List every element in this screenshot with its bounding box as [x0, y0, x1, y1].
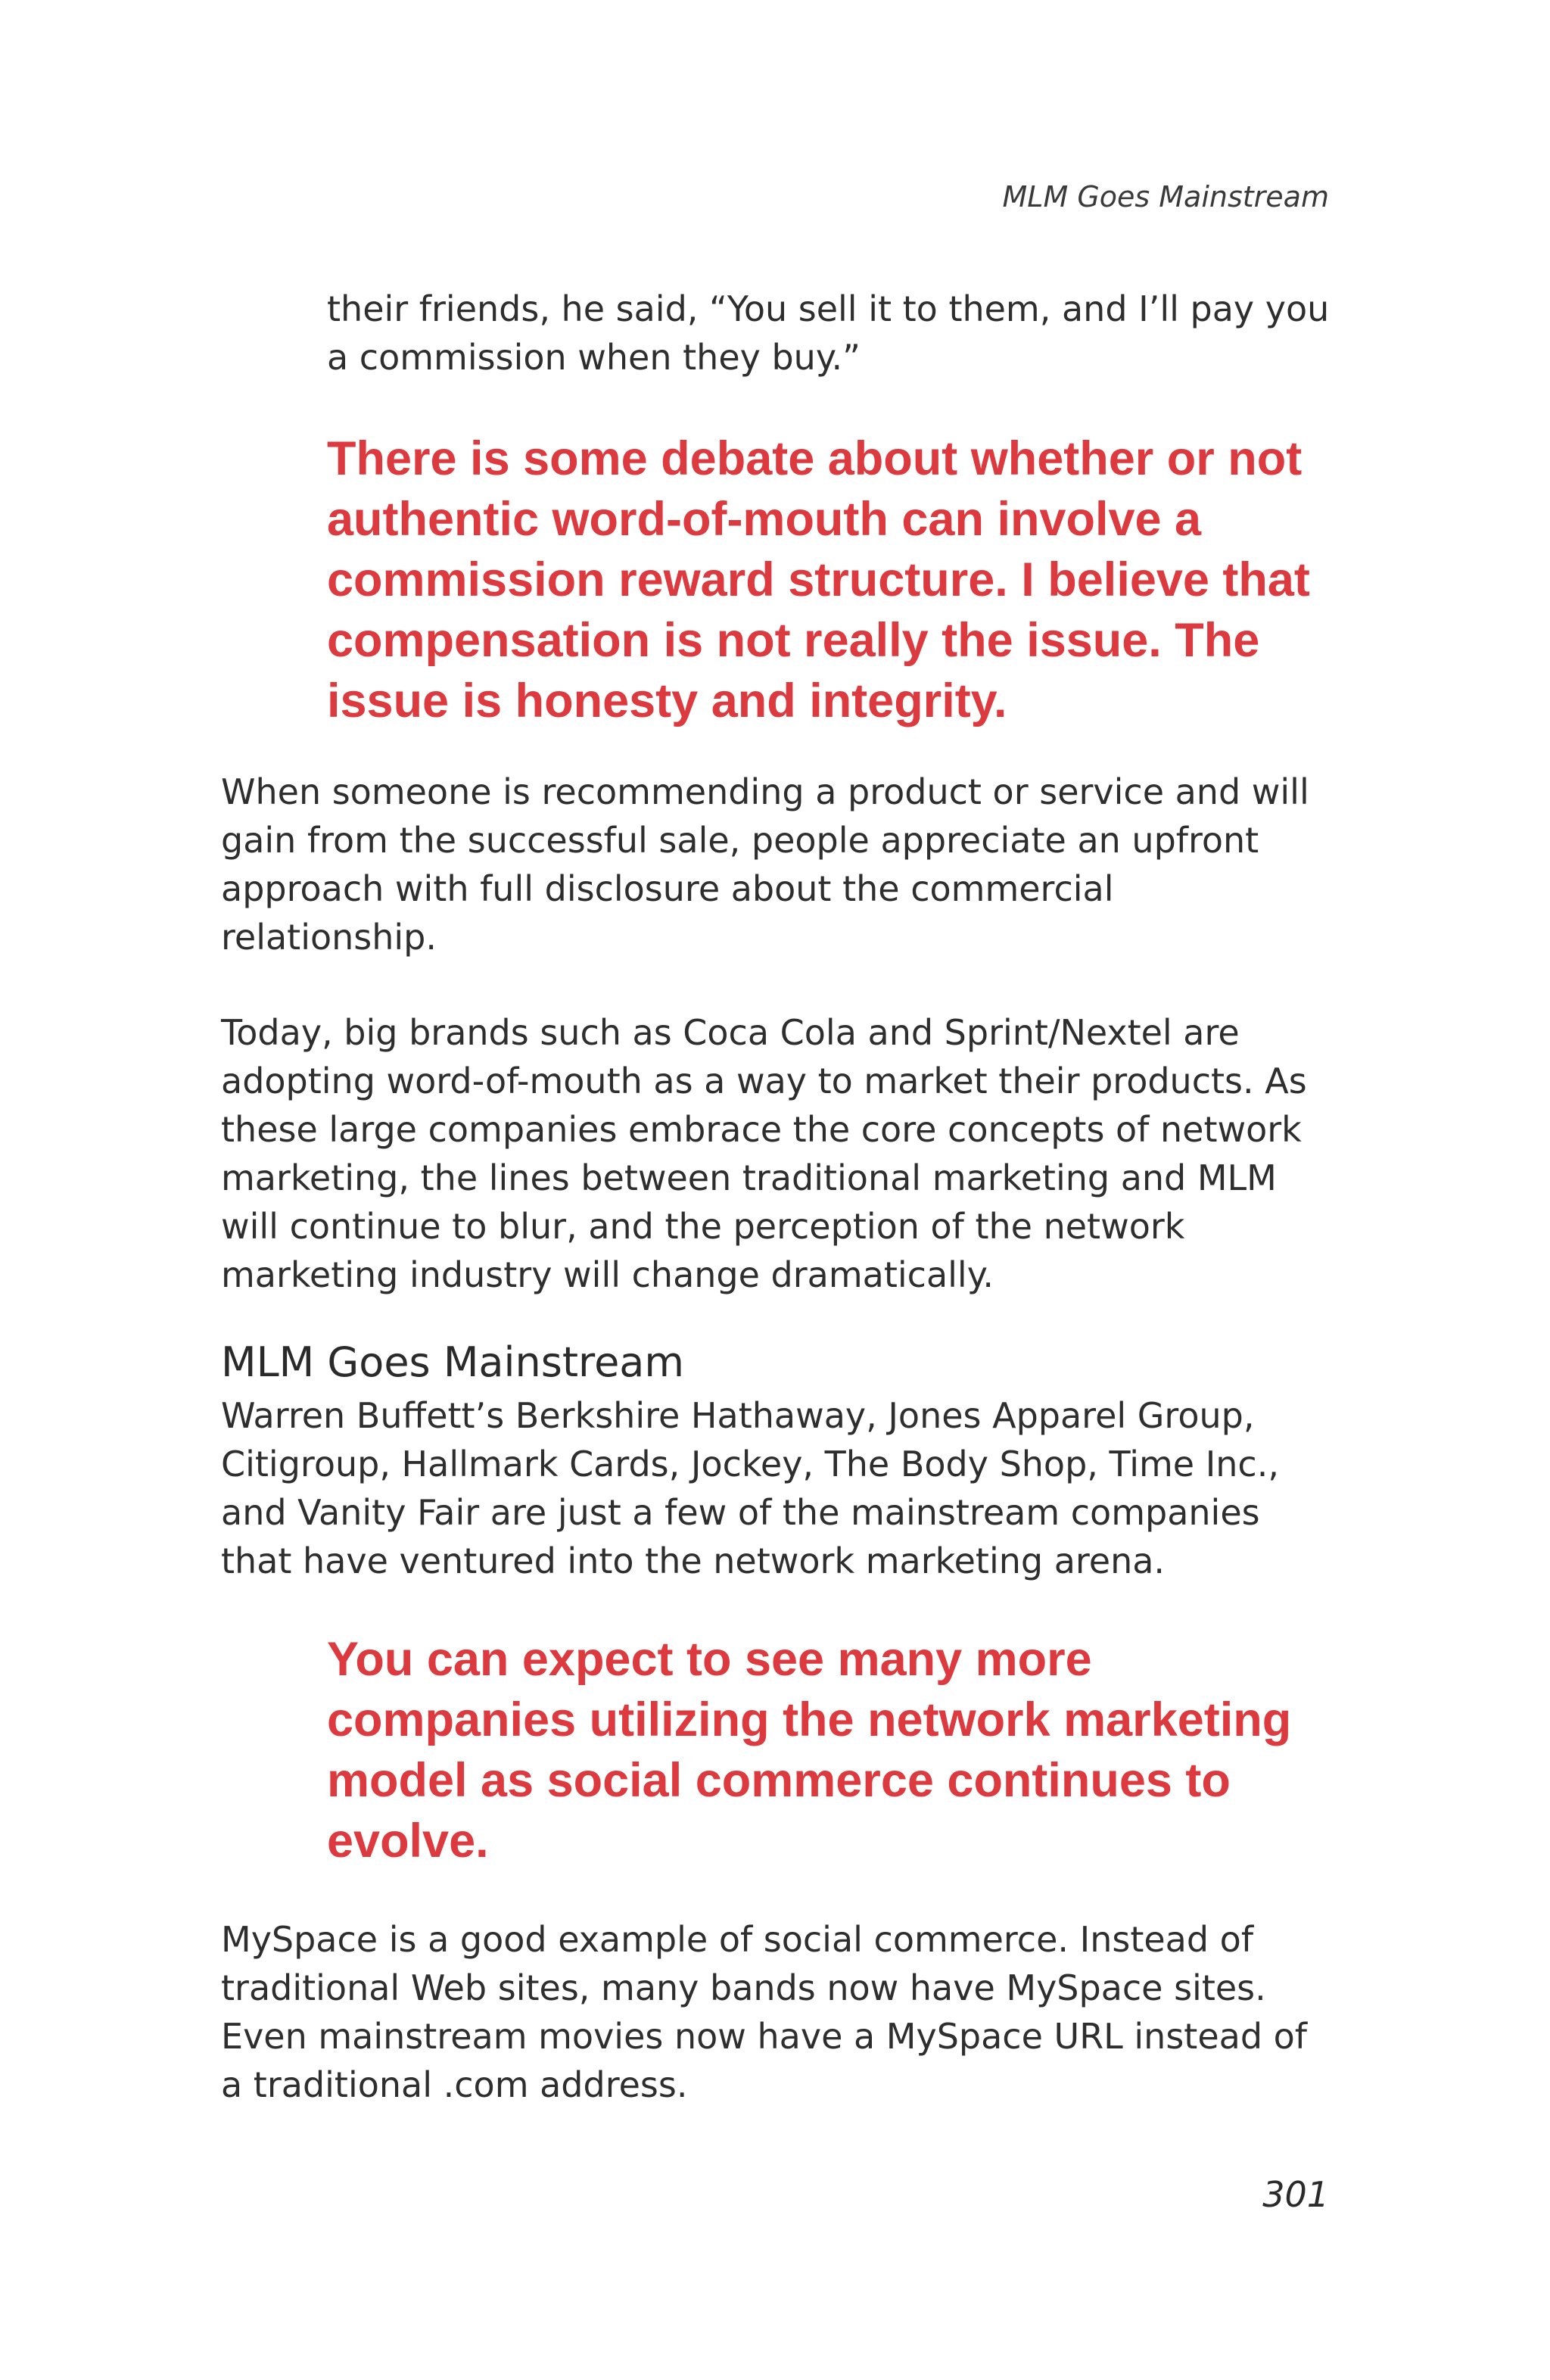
- running-head: MLM Goes Mainstream: [1002, 180, 1329, 213]
- pull-quote-social-commerce: You can expect to see many more companies utilizing the network marketing model as social commerce continues to evolve.: [327, 1633, 1292, 1868]
- continuation-paragraph: their friends, he said, “You sell it to them, and I’ll pay you a commission when they buy.”: [327, 288, 1330, 378]
- paragraph-big-brands: Today, big brands such as Coca Cola and Sprint/Nextel are adopting word-of-mouth as a way to market their products. As these large companies embrace the core concepts of network marketing, the lines between traditional marketing and MLM will continue to blur, and the perception of the network marketing industry will change dramatically.: [221, 1012, 1307, 1295]
- paragraph-disclosure: When someone is recommending a product or service and will gain from the successful sale, people appreciate an upfront approach with full disclosure about the commercial relationship.: [221, 771, 1309, 958]
- section-heading: MLM Goes Mainstream: [221, 1338, 684, 1386]
- pull-quote-honesty: There is some debate about whether or not authentic word-of-mouth can involve a commission reward structure. I believe that compensation is not really the issue. The issue is honesty and integrity.: [327, 432, 1310, 727]
- page-number: 301: [1262, 2174, 1329, 2215]
- paragraph-mainstream-companies: Warren Buffett’s Berkshire Hathaway, Jones Apparel Group, Citigroup, Hallmark Cards, Jockey, The Body Shop, Time Inc., and Vanity Fair are just a few of the mainstream companies that have ventured into the network marketing arena.: [221, 1395, 1279, 1581]
- paragraph-myspace: MySpace is a good example of social commerce. Instead of traditional Web sites, many bands now have MySpace sites. Even mainstream movies now have a MySpace URL instead of a traditional .com address.: [221, 1919, 1307, 2105]
